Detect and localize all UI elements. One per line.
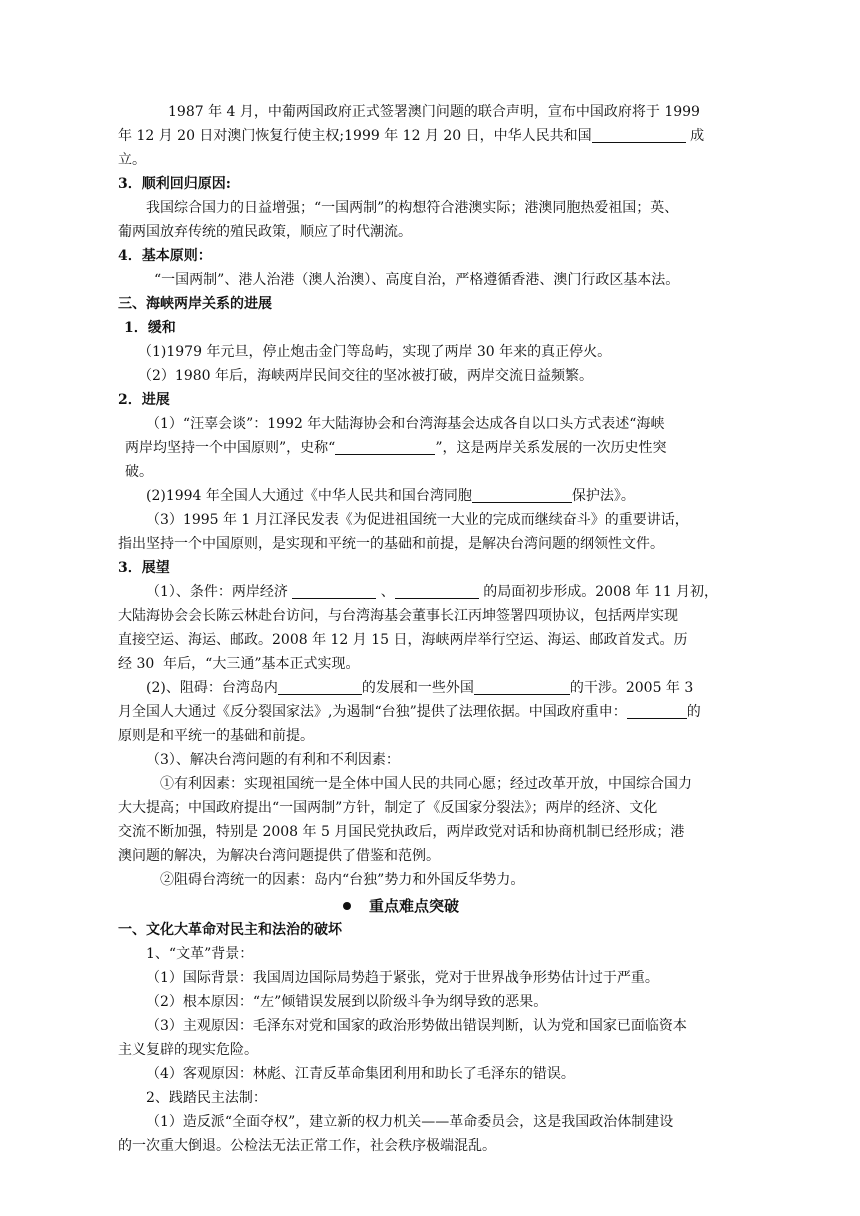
fill-blank[interactable] — [472, 486, 572, 503]
paragraph-macau-line-2: 年 12 月 20 日对澳门恢复行使主权;1999 年 12 月 20 日，中华人民共和国 成 — [118, 128, 705, 144]
heading-return-reasons: 3．顺利回归原因: — [118, 176, 231, 192]
fill-blank[interactable] — [592, 126, 686, 143]
item-outlook-2-line-1: (2)、阻碍：台湾岛内 的发展和一些外国 的干涉。2005 年 3 — [146, 680, 694, 696]
paragraph-reasons-line-2: 葡两国放弃传统的殖民政策，顺应了时代潮流。 — [118, 224, 412, 240]
favorable-factors-line-3: 交流不断加强，特别是 2008 年 5 月国民党执政后，两岸政党对话和协商机制已经形成；港 — [118, 824, 685, 840]
obstacle-factors: ②阻碍台湾统一的因素：岛内“台独”势力和外国反华势力。 — [160, 872, 525, 888]
background-item-3-line-2: 主义复辟的现实危险。 — [118, 1042, 258, 1058]
item-progress-1-line-2: 两岸均坚持一个中国原则”，史称“ ”，这是两岸关系发展的一次历史性突 — [125, 440, 667, 456]
heading-easing: 1．缓和 — [124, 320, 176, 336]
background-item-3-line-1: （3）主观原因：毛泽东对党和国家的政治形势做出错误判断，认为党和国家已面临资本 — [146, 1018, 687, 1034]
trample-item-1-line-2: 的一次重大倒退。公检法无法正常工作，社会秩序极端混乱。 — [118, 1138, 496, 1154]
section-title-cross-strait: 三、海峡两岸关系的进展 — [118, 296, 272, 312]
background-item-4: （4）客观原因：林彪、江青反革命集团利用和助长了毛泽东的错误。 — [146, 1066, 575, 1082]
item-outlook-3: （3）、解决台湾问题的有利和不利因素： — [146, 752, 400, 768]
paragraph-principles: “一国两制”、港人治港（澳人治澳）、高度自治，严格遵循香港、澳门行政区基本法。 — [154, 272, 680, 288]
item-easing-1: （1)1979 年元旦，停止炮击金门等岛屿，实现了两岸 30 年来的真正停火。 — [138, 344, 612, 360]
background-item-1: （1）国际背景：我国周边国际局势趋于紧张，党对于世界战争形势估计过于严重。 — [146, 970, 659, 986]
item-outlook-2-line-2: 月全国人大通过《反分裂国家法》,为遏制“台独”提供了法理依据。中国政府重申： 的 — [118, 704, 701, 720]
heading-basic-principles: 4．基本原则： — [118, 248, 212, 264]
favorable-factors-line-4: 澳问题的解决，为解决台湾问题提供了借鉴和范例。 — [118, 848, 440, 864]
favorable-factors-line-1: ①有利因素：实现祖国统一是全体中国人民的共同心愿；经过改革开放，中国综合国力 — [160, 776, 692, 792]
heading-background: 1、“文革”背景： — [146, 946, 254, 962]
paragraph-reasons-line-1: 我国综合国力的日益增强；“一国两制”的构想符合港澳实际；港澳同胞热爱祖国；英、 — [146, 200, 679, 216]
item-outlook-1-line-1: （1）、条件：两岸经济 、 的局面初步形成。2008 年 11 月初， — [146, 584, 719, 600]
heading-progress: 2．进展 — [118, 392, 170, 408]
paragraph-macau-line-1: 1987 年 4 月，中葡两国政府正式签署澳门问题的联合声明，宣布中国政府将于 1999 — [168, 104, 700, 120]
fill-blank[interactable] — [335, 438, 435, 455]
fill-blank[interactable] — [474, 678, 570, 695]
fill-blank[interactable] — [292, 582, 376, 599]
heading-outlook: 3．展望 — [118, 560, 170, 576]
favorable-factors-line-2: 大大提高；中国政府提出“一国两制”方针，制定了《反国家分裂法》；两岸的经济、文化 — [118, 800, 658, 816]
item-progress-1-line-1: （1）“汪辜会谈”：1992 年大陆海协会和台湾海基会达成各自以口头方式表述“海峡 — [146, 416, 665, 432]
trample-item-1-line-1: （1）造反派“全面夺权”，建立新的权力机关——革命委员会，这是我国政治体制建设 — [146, 1114, 674, 1130]
item-outlook-2-line-3: 原则是和平统一的基础和前提。 — [118, 728, 314, 744]
fill-blank[interactable] — [627, 702, 687, 719]
paragraph-macau-line-3: 立。 — [118, 152, 146, 168]
fill-blank[interactable] — [278, 678, 362, 695]
fill-blank[interactable] — [395, 582, 479, 599]
item-outlook-1-line-2: 大陆海协会会长陈云林赴台访问，与台湾海基会董事长江丙坤签署四项协议，包括两岸实现 — [118, 608, 678, 624]
item-progress-2: (2)1994 年全国人大通过《中华人民共和国台湾同胞 保护法》。 — [146, 488, 635, 504]
bullet-dot-icon — [343, 902, 351, 910]
item-progress-1-line-3: 破。 — [125, 464, 153, 480]
background-item-2: （2）根本原因：“左”倾错误发展到以阶级斗争为纲导致的恶果。 — [146, 994, 548, 1010]
item-outlook-1-line-4: 经 30 年后，“大三通”基本正式实现。 — [118, 656, 360, 672]
item-progress-3-line-2: 指出坚持一个中国原则，是实现和平统一的基础和前提，是解决台湾问题的纲领性文件。 — [118, 536, 664, 552]
heading-trample-democracy: 2、践踏民主法制： — [146, 1090, 267, 1106]
item-outlook-1-line-3: 直接空运、海运、邮政。2008 年 12 月 15 日，海峡两岸举行空运、海运、邮政首发式。历 — [118, 632, 688, 648]
section-title-cultural-revolution: 一、文化大革命对民主和法治的破坏 — [118, 922, 342, 938]
key-points-heading: 重点难点突破 — [0, 894, 860, 918]
item-easing-2: （2）1980 年后，海峡两岸民间交往的坚冰被打破，两岸交流日益频繁。 — [138, 368, 593, 384]
item-progress-3-line-1: （3）1995 年 1 月江泽民发表《为促进祖国统一大业的完成而继续奋斗》的重要讲话， — [146, 512, 689, 528]
